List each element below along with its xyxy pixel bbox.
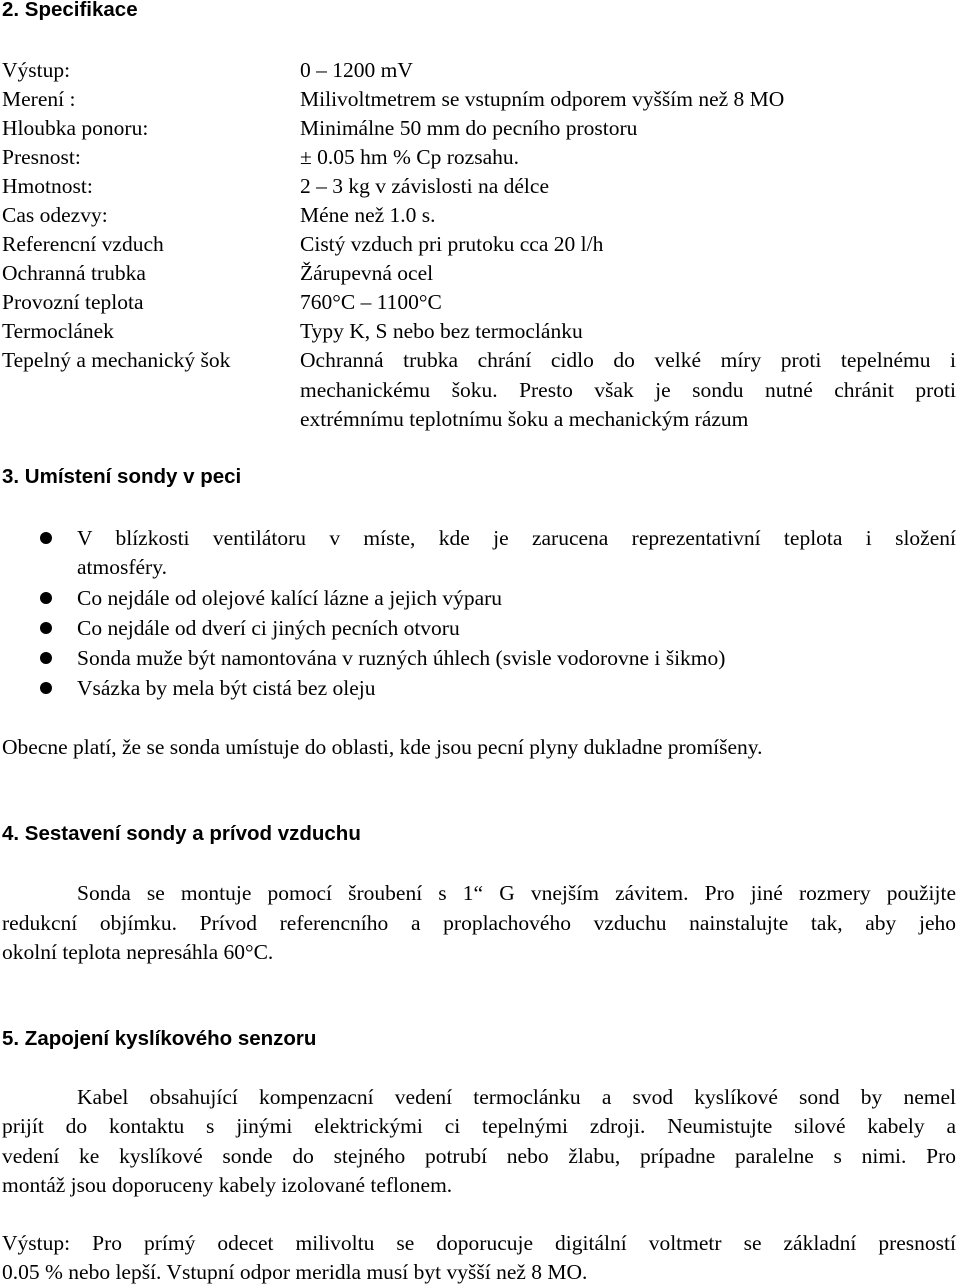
spec-value: Cistý vzduch pri prutoku cca 20 l/h <box>300 232 604 256</box>
bullet-text: atmosféry. <box>77 555 167 579</box>
spec-value: 2 – 3 kg v závislosti na délce <box>300 174 549 198</box>
section-2-heading: 2. Specifikace <box>2 0 138 21</box>
spec-label: Presnost: <box>2 145 81 169</box>
placement-note: Obecne platí, že se sonda umístuje do oblasti, kde jsou pecní plyny dukladne promíšeny. <box>2 735 763 759</box>
bullet-text: Co nejdále od olejové kalící lázne a jejich výparu <box>77 586 503 610</box>
paragraph-line: Sonda se montuje pomocí šroubení s 1“ G vnejším závitem. Pro jiné rozmery použijte <box>77 881 956 905</box>
spec-label: Výstup: <box>2 58 71 82</box>
section-4-heading: 4. Sestavení sondy a prívod vzduchu <box>2 822 361 845</box>
section-3-heading: 3. Umístení sondy v peci <box>2 465 242 488</box>
spec-label: Hloubka ponoru: <box>2 116 149 140</box>
spec-value: extrémnímu teplotnímu šoku a mechanickým rázum <box>300 407 749 431</box>
bullet-icon <box>40 652 52 664</box>
spec-value: Milivoltmetrem se vstupním odporem vyšším než 8 MO <box>300 87 785 111</box>
paragraph-line: vedení ke kyslíkové sonde do stejného potrubí nebo žlabu, prípadne paralelne s nimi. Pro <box>2 1144 956 1168</box>
spec-label: Provozní teplota <box>2 290 144 314</box>
spec-value: Minimálne 50 mm do pecního prostoru <box>300 116 638 140</box>
paragraph-line: 0.05 % nebo lepší. Vstupní odpor meridla musí byt vyšší než 8 MO. <box>2 1260 588 1284</box>
bullet-icon <box>40 622 52 634</box>
spec-value: Ochranná trubka chrání cidlo do velké míry proti tepelnému i <box>300 348 956 372</box>
spec-value: 760°C – 1100°C <box>300 290 442 314</box>
spec-value: 0 – 1200 mV <box>300 58 413 82</box>
spec-label: Referencní vzduch <box>2 232 164 256</box>
paragraph-line: Kabel obsahující kompenzacní vedení termoclánku a svod kyslíkové sond by nemel <box>77 1085 956 1109</box>
spec-value: Žárupevná ocel <box>300 261 434 285</box>
spec-label: Merení : <box>2 87 76 111</box>
bullet-icon <box>40 532 52 544</box>
bullet-icon <box>40 592 52 604</box>
spec-value: Typy K, S nebo bez termoclánku <box>300 319 583 343</box>
spec-label: Tepelný a mechanický šok <box>2 348 231 372</box>
paragraph-line: Výstup: Pro prímý odecet milivoltu se doporucuje digitální voltmetr se základní presností <box>2 1231 956 1255</box>
paragraph-line: redukcní objímku. Prívod referencního a proplachového vzduchu nainstalujte tak, aby jeho <box>2 911 956 935</box>
spec-label: Cas odezvy: <box>2 203 108 227</box>
bullet-text: Sonda muže být namontována v ruzných úhlech (svisle vodorovne i šikmo) <box>77 646 726 670</box>
paragraph-line: montáž jsou doporuceny kabely izolované teflonem. <box>2 1173 453 1197</box>
paragraph-line: prijít do kontaktu s jinými elektrickými ci tepelnými zdroji. Neumistujte silové kabely a <box>2 1114 956 1138</box>
spec-label: Hmotnost: <box>2 174 93 198</box>
spec-value: Méne než 1.0 s. <box>300 203 436 227</box>
spec-value: mechanickému šoku. Presto však je sondu nutné chránit proti <box>300 378 956 402</box>
section-5-heading: 5. Zapojení kyslíkového senzoru <box>2 1027 317 1050</box>
bullet-icon <box>40 682 52 694</box>
spec-label: Termoclánek <box>2 319 114 343</box>
spec-label: Ochranná trubka <box>2 261 146 285</box>
bullet-text: V blízkosti ventilátoru v míste, kde je zarucena reprezentativní teplota i složení <box>77 526 956 550</box>
bullet-text: Vsázka by mela být cistá bez oleju <box>77 676 376 700</box>
bullet-text: Co nejdále od dverí ci jiných pecních otvoru <box>77 616 460 640</box>
spec-value: ± 0.05 hm % Cp rozsahu. <box>300 145 520 169</box>
paragraph-line: okolní teplota nepresáhla 60°C. <box>2 940 274 964</box>
